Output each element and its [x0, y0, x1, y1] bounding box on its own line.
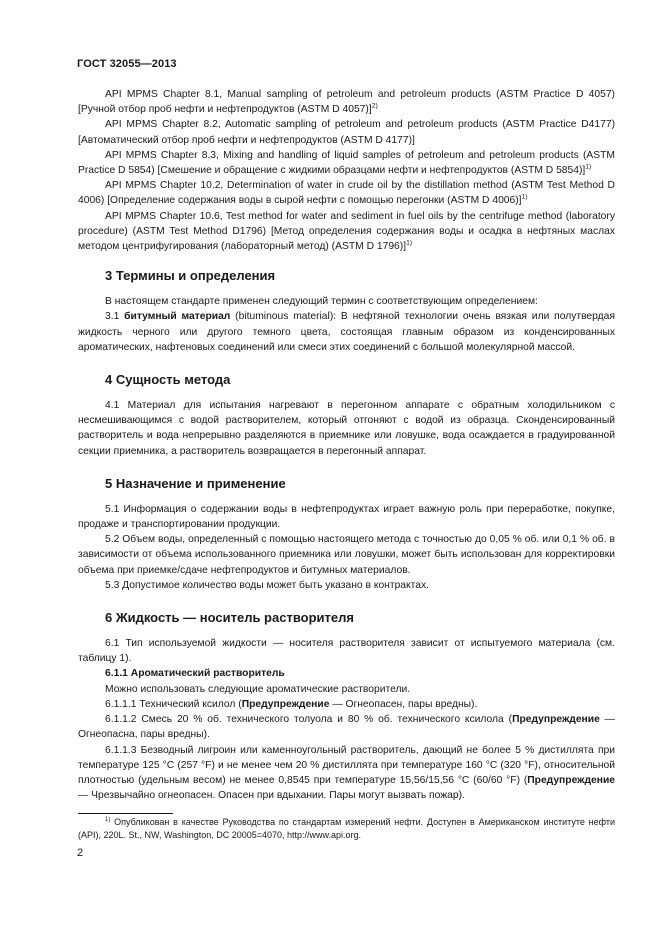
paragraph: В настоящем стандарте применен следующий термин с соответствующим определением: [105, 296, 538, 308]
section-5 [78, 476, 615, 593]
section-heading: 6 Жидкость — носитель растворителя [105, 610, 354, 626]
reference-item [78, 209, 615, 255]
item-text: 6.1.1.2 Смесь 20 % об. технического толуола и 80 % об. технического ксилола ( [105, 714, 513, 726]
section-heading: 4 Сущность метода [105, 372, 231, 388]
reference-text: API MPMS Chapter 8.3, Mixing and handling of liquid samples of petroleum and petroleum products (ASTM Practice D 5854) [Смешение и обращение с жидкими образцами нефти и нефтепродуктов (ASTM D 5854)] [78, 149, 615, 177]
section-4 [78, 372, 615, 459]
section-3 [78, 268, 615, 355]
reference-text: API MPMS Chapter 10.2, Determination of water in crude oil by the distillation method (ASTM Test Method D 4006) [Определение содержания воды в сырой нефти с помощью перегонки (ASTM D 4006)] [78, 180, 615, 207]
item-text: — Чрезвычайно огнеопасен. Опасен при вдыхании. Пары могут вызвать пожар). [78, 790, 465, 802]
footnote-marker: 1) [521, 194, 528, 201]
page-content [78, 87, 615, 803]
footnote-marker: 2) [371, 102, 378, 110]
page-number: 2 [77, 847, 84, 859]
paragraph: 5.2 Объем воды, определенный с помощью настоящего метода с точностью до 0,05 % об. или 0,1 % об. в зависимости от объема использованного приемника или ловушки, может быть использован для корректировки объема при приемке/сдаче нефтепродуктов и битумных материалов. [78, 534, 615, 576]
section-6 [78, 610, 615, 803]
footnote [78, 816, 615, 842]
paragraph: Можно использовать следующие ароматические растворители. [105, 683, 411, 695]
document-header: ГОСТ 32055—2013 [77, 58, 177, 70]
list-item [78, 712, 615, 742]
warning-label: Предупреждение [527, 774, 615, 786]
reference-item [78, 148, 615, 178]
list-item [78, 697, 615, 712]
warning-label: Предупреждение [512, 714, 600, 726]
subsection-heading: 6.1.1 Ароматический растворитель [105, 668, 285, 680]
reference-text: API MPMS Chapter 10.6, Test method for water and sediment in fuel oils by the centrifuge method (laboratory procedure) (ASTM Test Method D1796) [Метод определения содержания воды и осадка в нефтяных маслах методом центрифугирования (лабораторный метод) (ASTM D 1796)] [78, 210, 615, 253]
definition-text: (bituminous material): В нефтяной технологии очень вязкая или полутвердая жидкость черного или другого темного цвета, состоящая главным образом из конденсированных ароматических, нафтеновых соединений или смеси этих соединений с большой молекулярной массой. [78, 311, 615, 353]
section-heading: 5 Назначение и применение [105, 475, 286, 491]
reference-text: API MPMS Chapter 8.1, Manual sampling of petroleum and petroleum products (ASTM Practice D 4057) [Ручной отбор проб нефти и нефтепродуктов (ASTM D 4057)] [78, 89, 615, 116]
section-heading: 3 Термины и определения [105, 268, 276, 284]
item-text: 6.1.1.1 Технический ксилол ( [105, 698, 242, 710]
paragraph: 4.1 Материал для испытания нагревают в перегонном аппарате с обратным холодильником с несмешивающимся с водой растворителем, который отгоняют с водой из образца. Сконденсированный растворитель и вода непрерывно разделяются в приемнике или ловушке, вода осаждается в градуированной секции приемника, а растворитель возвращается в перегонный аппарат. [78, 400, 615, 457]
item-text: — Огнеопасна, пары вредны). [78, 714, 615, 741]
paragraph: 6.1 Тип используемой жидкости — носителя растворителя зависит от испытуемого материала (см. таблицу 1). [78, 638, 615, 665]
reference-text: API MPMS Chapter 8.2, Automatic sampling of petroleum and petroleum products (ASTM Practice D4177) [Автоматический отбор проб нефти и нефтепродуктов (ASTM D 4177)] [78, 119, 615, 146]
paragraph: 5.1 Информация о содержании воды в нефтепродуктах играет важную роль при переработке, покупке, продаже и транспортировании продукции. [78, 503, 615, 531]
warning-label: Предупреждение [241, 698, 330, 710]
reference-item [78, 117, 615, 147]
definition-paragraph [78, 309, 615, 355]
item-text: 6.1.1.3 Безводный лигроин или каменноугольный растворитель, дающий не более 5 % дистиллята при температуре 125 °C (257 °F) и не менее чем 20 % дистиллята при температуре 160 °C (320 °F), относительной плотностью (удельным весом) не менее 0,8545 при температуре 15,56/15,56 °C (60/60 °F) ( [78, 744, 615, 786]
footnote-text: Опубликован в качестве Руководства по стандартам измерений нефти. Доступен в Американском институте нефти (API), 220L. St., NW, Washington, DC 20005=4070, http://www.api.org. [78, 817, 615, 840]
reference-item [78, 178, 615, 208]
reference-item [78, 87, 615, 117]
footnote-marker: 1) [105, 817, 111, 823]
list-item [78, 743, 615, 804]
footnote-marker: 1) [585, 163, 592, 171]
defined-term: битумный материал [124, 311, 231, 323]
item-text: — Огнеопасен, пары вредны). [329, 698, 478, 710]
clause-number: 3.1 [105, 311, 120, 323]
footnote-marker: 1) [406, 239, 413, 247]
footnote-divider [78, 813, 173, 814]
paragraph: 5.3 Допустимое количество воды может быть указано в контрактах. [105, 579, 429, 591]
